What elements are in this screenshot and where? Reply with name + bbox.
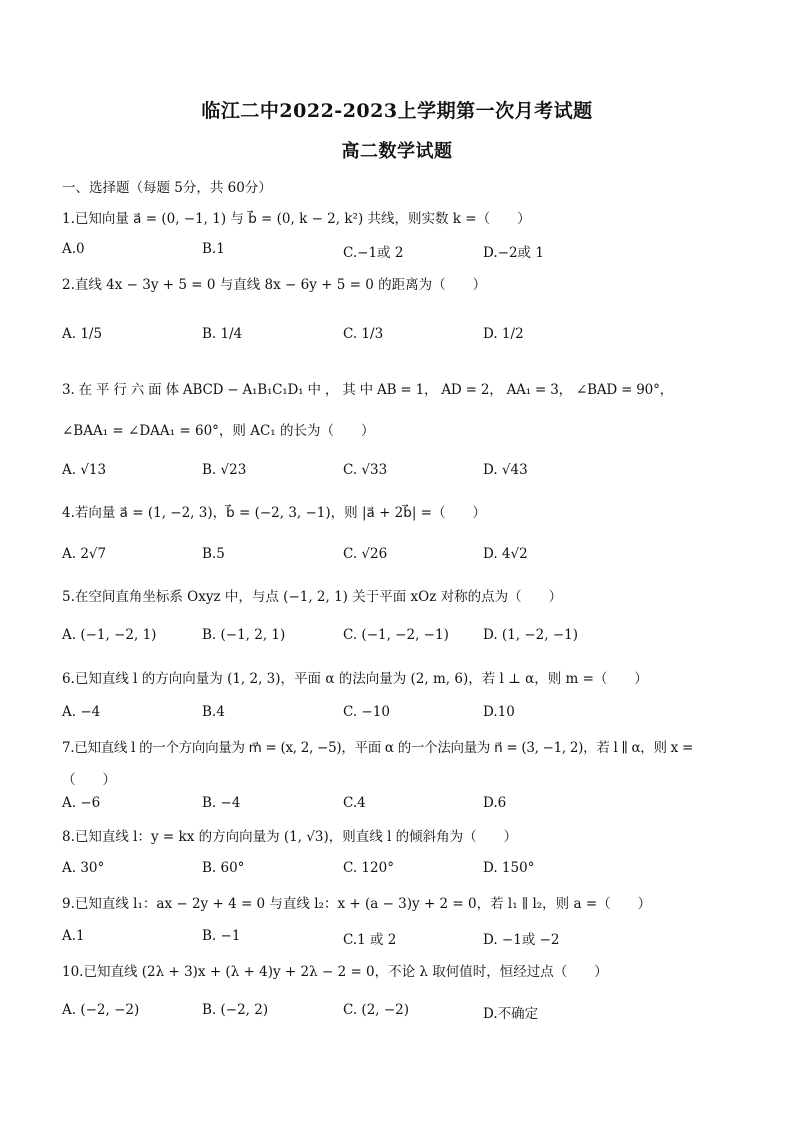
option-d: D.不确定 xyxy=(483,1006,539,1022)
exam-title: 临江二中2022-2023上学期第一次月考试题 xyxy=(201,100,593,122)
question-3-stem: 3. 在 平 行 六 面 体 ABCD − A₁B₁C₁D₁ 中 ， 其 中 AB = 1， AD = 2， AA₁ = 3， ∠BAD = 90°， xyxy=(62,382,673,398)
question-1-stem: 1.已知向量 a⃗ = (0, −1, 1) 与 b⃗ = (0, k − 2, k²) 共线，则实数 k =（ ） xyxy=(62,211,531,227)
option-b: B. √23 xyxy=(202,462,247,478)
option-c: C.−1或 2 xyxy=(343,245,404,261)
option-d: D. 1/2 xyxy=(483,326,524,342)
option-a: A. (−2, −2) xyxy=(62,1002,140,1018)
option-b: B. 60° xyxy=(202,860,245,876)
question-2-options xyxy=(62,326,682,350)
question-1-options xyxy=(62,241,682,265)
option-c: C.1 或 2 xyxy=(343,932,397,948)
option-c: C. (−1, −2, −1) xyxy=(343,627,449,643)
option-d: D. 150° xyxy=(483,860,535,876)
option-c: C. √33 xyxy=(343,462,388,478)
option-b: B.1 xyxy=(202,241,225,257)
option-d: D. −1或 −2 xyxy=(483,932,560,948)
option-a: A.1 xyxy=(62,928,85,944)
question-7-stem: 7.已知直线 l 的一个方向向量为 m⃗ = (x, 2, −5)，平面 α 的一个法向量为 n⃗ = (3, −1, 2)，若 l ∥ α，则 x = xyxy=(62,740,693,756)
exam-subtitle: 高二数学试题 xyxy=(341,141,453,162)
option-d: D.10 xyxy=(483,704,515,720)
option-b: B. (−2, 2) xyxy=(202,1002,269,1018)
question-4-stem: 4.若向量 a⃗ = (1, −2, 3)，b⃗ = (−2, 3, −1)，则 |a⃗ + 2b⃗| =（ ） xyxy=(62,505,486,521)
option-a: A. √13 xyxy=(62,462,107,478)
option-c: C. 1/3 xyxy=(343,326,384,342)
question-4-options xyxy=(62,546,682,570)
question-10-options xyxy=(62,1002,682,1026)
option-b: B. −1 xyxy=(202,928,241,944)
option-b: B. (−1, 2, 1) xyxy=(202,627,286,643)
option-a: A. 2√7 xyxy=(62,546,107,562)
option-c: C. √26 xyxy=(343,546,388,562)
question-2-stem: 2.直线 4x − 3y + 5 = 0 与直线 8x − 6y + 5 = 0 的距离为（ ） xyxy=(62,277,487,293)
question-6-options xyxy=(62,704,682,728)
question-7-options xyxy=(62,795,682,819)
question-10-stem: 10.已知直线 (2λ + 3)x + (λ + 4)y + 2λ − 2 = 0，不论 λ 取何值时，恒经过点（ ） xyxy=(62,964,608,980)
option-b: B.4 xyxy=(202,704,225,720)
option-d: D. √43 xyxy=(483,462,528,478)
question-9-stem: 9.已知直线 l₁：ax − 2y + 4 = 0 与直线 l₂：x + (a − 3)y + 2 = 0，若 l₁ ∥ l₂，则 a =（ ） xyxy=(62,896,652,912)
question-8-options xyxy=(62,860,682,884)
option-c: C.4 xyxy=(343,795,366,811)
option-a: A. −4 xyxy=(62,704,101,720)
option-d: D.−2或 1 xyxy=(483,245,544,261)
question-3-stem-continued: ∠BAA₁ = ∠DAA₁ = 60°，则 AC₁ 的长为（ ） xyxy=(62,423,375,439)
option-c: C. −10 xyxy=(343,704,390,720)
option-d: D. 4√2 xyxy=(483,546,528,562)
section-heading: 一、选择题（每题 5分，共 60分） xyxy=(62,180,272,196)
option-c: C. 120° xyxy=(343,860,394,876)
question-7-stem-continued: （ ） xyxy=(62,772,116,788)
question-5-stem: 5.在空间直角坐标系 Oxyz 中，与点 (−1, 2, 1) 关于平面 xOz 对称的点为（ ） xyxy=(62,589,563,605)
option-c: C. (2, −2) xyxy=(343,1002,410,1018)
option-a: A. (−1, −2, 1) xyxy=(62,627,157,643)
option-a: A. −6 xyxy=(62,795,101,811)
option-a: A.0 xyxy=(62,241,85,257)
option-d: D.6 xyxy=(483,795,507,811)
option-a: A. 30° xyxy=(62,860,105,876)
question-6-stem: 6.已知直线 l 的方向向量为 (1, 2, 3)，平面 α 的法向量为 (2, m, 6)，若 l ⊥ α，则 m =（ ） xyxy=(62,671,648,687)
option-b: B. 1/4 xyxy=(202,326,243,342)
option-a: A. 1/5 xyxy=(62,326,103,342)
option-b: B.5 xyxy=(202,546,225,562)
option-b: B. −4 xyxy=(202,795,241,811)
option-d: D. (1, −2, −1) xyxy=(483,627,579,643)
question-8-stem: 8.已知直线 l：y = kx 的方向向量为 (1, √3)，则直线 l 的倾斜角为（ ） xyxy=(62,829,518,845)
question-9-options xyxy=(62,928,682,952)
question-3-options xyxy=(62,462,682,486)
question-5-options xyxy=(62,627,682,651)
